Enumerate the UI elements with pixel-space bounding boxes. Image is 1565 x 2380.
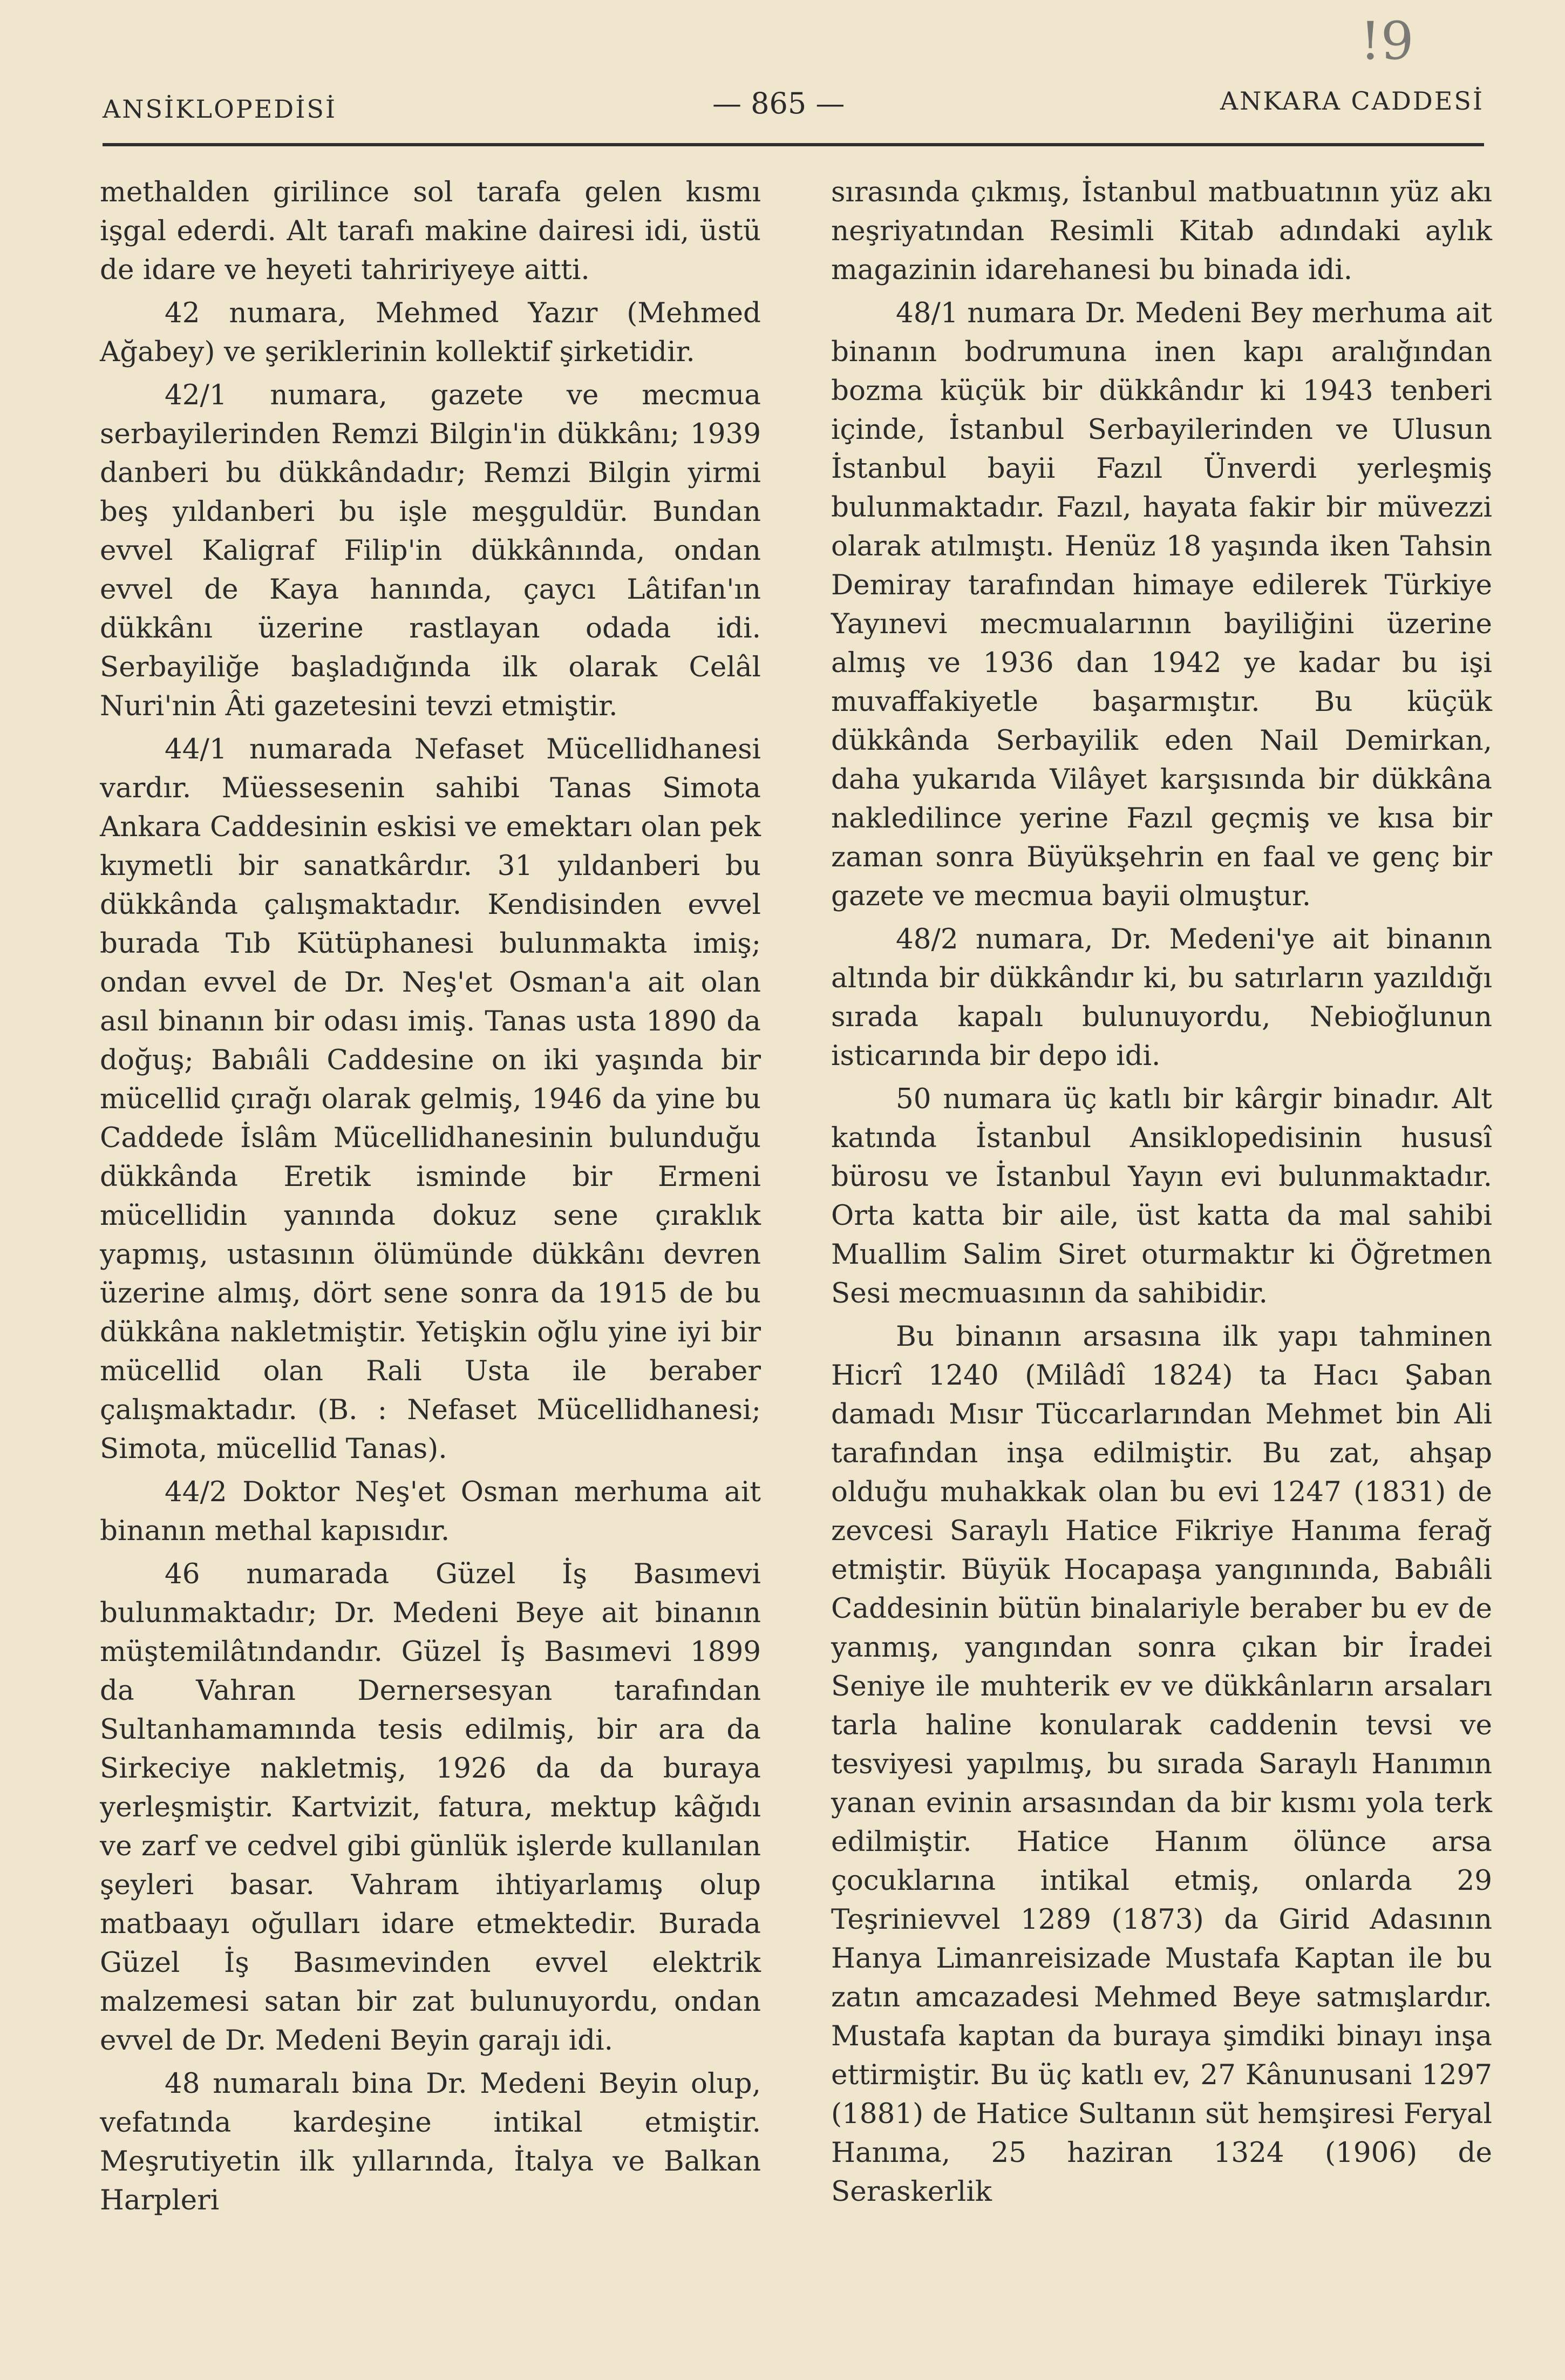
handwritten-mark: !9 (1360, 11, 1414, 71)
paragraph: 44/2 Doktor Neş'et Osman merhuma ait binanın methal kapısıdır. (100, 1476, 761, 1547)
paragraph: methalden girilince sol tarafa gelen kısmı işgal ederdi. Alt tarafı makine dairesi idi, üstü de idare ve heyeti tahririyeye aitti. (100, 176, 761, 286)
paragraph: sırasında çıkmış, İstanbul matbuatının yüz akı neşriyatından Resimli Kitab adındaki aylık magazinin idarehanesi bu binada idi. (831, 176, 1492, 286)
paragraph: 48/1 numara Dr. Medeni Bey merhuma ait binanın bodrumuna inen kapı aralığından bozma küçük bir dükkândır ki 1943 tenberi içinde, İstanbul Serbayilerinden ve Ulusun İstanbul bayii Fazıl Ünverdi yerleşmiş bulunmaktadır. Fazıl, hayata fakir bir müvezzi olarak atılmıştı. Henüz 18 yaşında iken Tahsin Demiray tarafından himaye edilerek Türkiye Yayınevi mecmualarının bayiliğini üzerine almış ve 1936 dan 1942 ye kadar bu işi muvaffakiyetle başarmıştır. Bu küçük dükkânda Serbayilik eden Nail Demirkan, daha yukarıda Vilâyet karşısında bir dükkâna nakledilince yerine Fazıl geçmiş ve kısa bir zaman sonra Büyükşehrin en faal ve genç bir gazete ve mecmua bayii olmuştur. (831, 297, 1492, 912)
page-number: — 865 — (712, 86, 845, 120)
header-right-title: ANKARA CADDESİ (1220, 86, 1484, 116)
paragraph: 48/2 numara, Dr. Medeni'ye ait binanın altında bir dükkândır ki, bu satırların yazıldığı sırada kapalı bulunuyordu, Nebioğlunun isticarında bir depo idi. (831, 923, 1492, 1072)
right-column (831, 173, 1492, 2215)
paragraph: 42 numara, Mehmed Yazır (Mehmed Ağabey) ve şeriklerinin kollektif şirketidir. (100, 297, 761, 368)
header-rule (103, 143, 1484, 146)
running-head (103, 86, 1484, 135)
paragraph: 50 numara üç katlı bir kârgir binadır. Alt katında İstanbul Ansiklopedisinin hususî bürosu ve İstanbul Yayın evi bulunmaktadır. Orta katta bir aile, üst katta da mal sahibi Muallim Salim Siret oturmaktır ki Öğretmen Sesi mecmuasının da sahibidir. (831, 1083, 1492, 1310)
left-column (100, 173, 761, 2224)
paragraph: 46 numarada Güzel İş Basımevi bulunmaktadır; Dr. Medeni Beye ait binanın müştemilâtındandır. Güzel İş Basımevi 1899 da Vahran Dernersesyan tarafından Sultanhamamında tesis edilmiş, bir ara da Sirkeciye nakletmiş, 1926 da da buraya yerleşmiştir. Kartvizit, fatura, mektup kâğıdı ve zarf ve cedvel gibi günlük işlerde kullanılan şeyleri basar. Vahram ihtiyarlamış olup matbaayı oğulları idare etmektedir. Burada Güzel İş Basımevinden evvel elektrik malzemesi satan bir zat bulunuyordu, ondan evvel de Dr. Medeni Beyin garajı idi. (100, 1558, 761, 2057)
paragraph: 42/1 numara, gazete ve mecmua serbayilerinden Remzi Bilgin'in dükkânı; 1939 danberi bu dükkândadır; Remzi Bilgin yirmi beş yıldanberi bu işle meşguldür. Bundan evvel Kaligraf Filip'in dükkânında, ondan evvel de Kaya hanında, çaycı Lâtifan'ın dükkânı üzerine rastlayan odada idi. Serbayiliğe başladığında ilk olarak Celâl Nuri'nin Âti gazetesini tevzi etmiştir. (100, 379, 761, 722)
paragraph: 44/1 numarada Nefaset Mücellidhanesi vardır. Müessesenin sahibi Tanas Simota Ankara Caddesinin eskisi ve emektarı olan pek kıymetli bir sanatkârdır. 31 yıldanberi bu dükkânda çalışmaktadır. Kendisinden evvel burada Tıb Kütüphanesi bulunmakta imiş; ondan evvel de Dr. Neş'et Osman'a ait olan asıl binanın bir odası imiş. Tanas usta 1890 da doğuş; Babıâli Caddesine on iki yaşında bir mücellid çırağı olarak gelmiş, 1946 da yine bu Caddede İslâm Mücellidhanesinin bulunduğu dükkânda Eretik isminde bir Ermeni mücellidin yanında dokuz sene çıraklık yapmış, ustasının ölümünde dükkânı devren üzerine almış, dört sene sonra da 1915 de bu dükkâna nakletmiştir. Yetişkin oğlu yine iyi bir mücellid olan Rali Usta ile beraber çalışmaktadır. (B. : Nefaset Mücellidhanesi; Simota, mücellid Tanas). (100, 733, 761, 1465)
paragraph: Bu binanın arsasına ilk yapı tahminen Hicrî 1240 (Milâdî 1824) ta Hacı Şaban damadı Mısır Tüccarlarından Mehmet bin Ali tarafından inşa edilmiştir. Bu zat, ahşap olduğu muhakkak olan bu evi 1247 (1831) de zevcesi Saraylı Hatice Fikriye Hanıma ferağ etmiştir. Büyük Hocapaşa yangınında, Babıâli Caddesinin bütün binalariyle beraber bu ev de yanmış, yangından sonra çıkan bir İradei Seniye ile muhterik ev ve dükkânların arsaları tarla haline konularak caddenin tevsi ve tesviyesi yapılmış, bu sırada Saraylı Hanımın yanan evinin arsasından da bir kısmı yola terk edilmiştir. Hatice Hanım ölünce arsa çocuklarına intikal etmiş, onlarda 29 Teşrinievvel 1289 (1873) da Girid Adasının Hanya Limanreisizade Mustafa Kaptan ile bu zatın amcazadesi Mehmed Beye satmışlardır. Mustafa kaptan da buraya şimdiki binayı inşa ettirmiştir. Bu üç katlı ev, 27 Kânunusani 1297 (1881) de Hatice Sultanın süt hemşiresi Feryal Hanıma, 25 haziran 1324 (1906) de Seraskerlik (831, 1320, 1492, 2208)
paragraph: 48 numaralı bina Dr. Medeni Beyin olup, vefatında kardeşine intikal etmiştir. Meşrutiyetin ilk yıllarında, İtalya ve Balkan Harpleri (100, 2067, 761, 2216)
header-left-title: ANSİKLOPEDİSİ (103, 94, 337, 124)
